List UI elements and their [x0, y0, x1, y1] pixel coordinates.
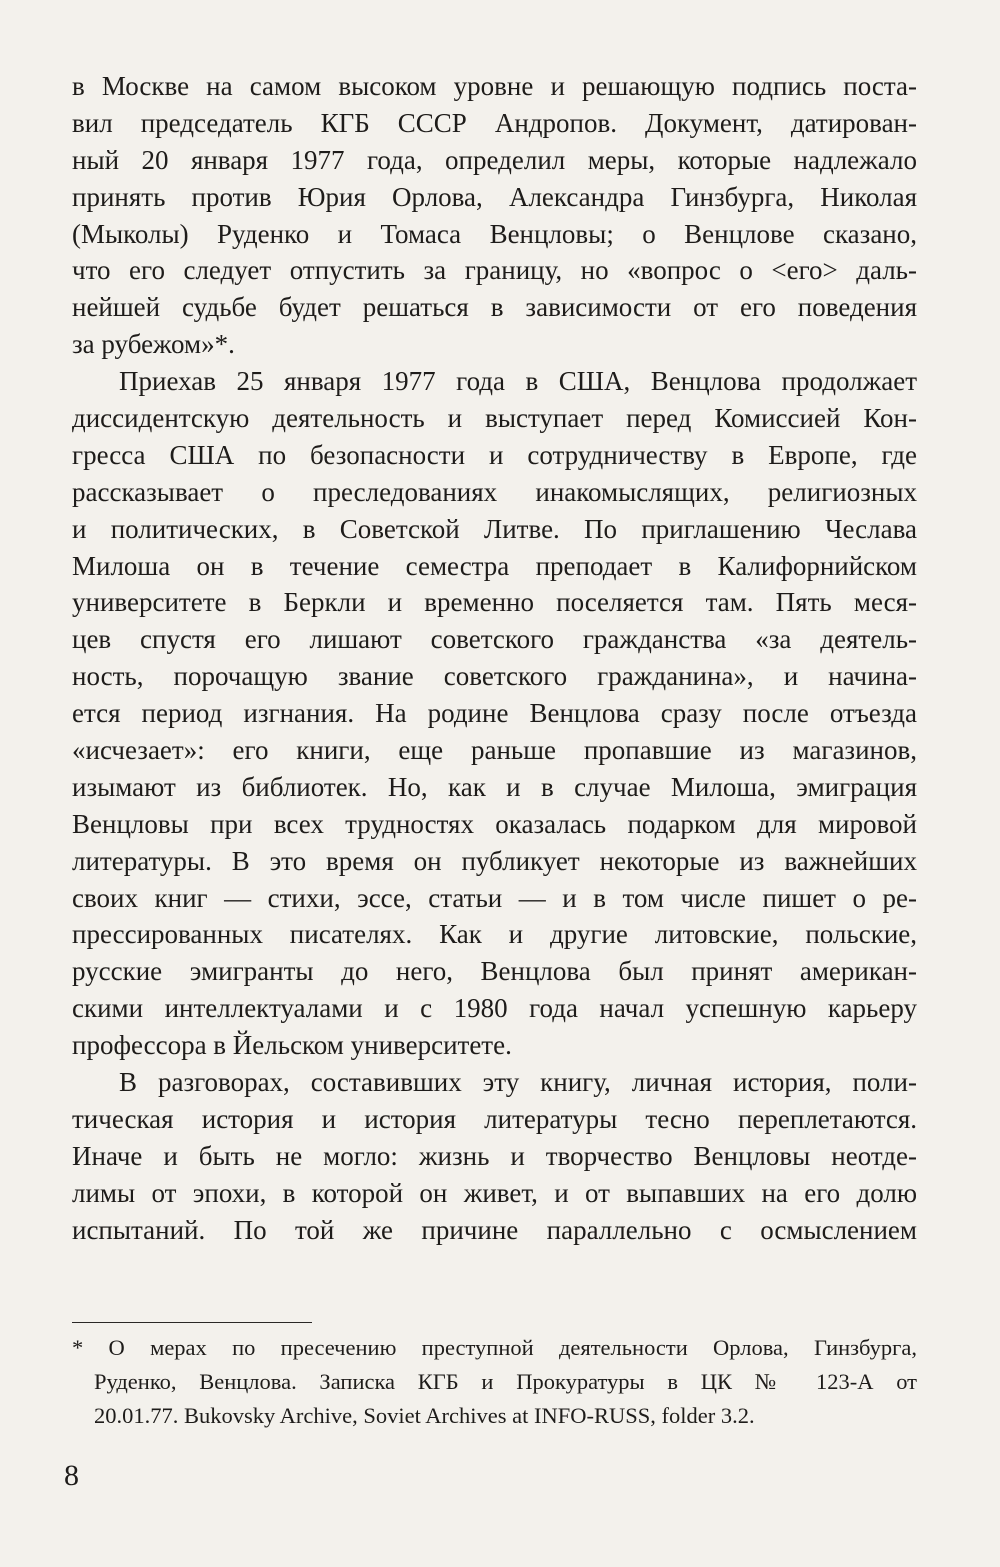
text-line: диссидентскую деятельность и выступает перед Комиссией Кон- — [72, 403, 917, 434]
footnote-line: * О мерах по пресечению преступной деятельности Орлова, Гинзбурга, — [72, 1335, 917, 1360]
text-line: в Москве на самом высоком уровне и решающую подпись поста- — [72, 71, 917, 101]
footnote-divider — [72, 1322, 312, 1323]
text-line: принять против Юрия Орлова, Александра Гинзбурга, Николая — [72, 181, 917, 212]
text-line: тическая история и история литературы тесно переплетаются. — [72, 1103, 917, 1134]
text-line: своих книг — стихи, эссе, статьи — и в том числе пишет о ре- — [72, 882, 917, 913]
text-line: В разговорах, составивших эту книгу, личная история, поли- — [119, 1067, 917, 1098]
text-line: русские эмигранты до него, Венцлова был принят американ- — [72, 956, 917, 987]
text-line: профессора в Йельском университете. — [72, 1030, 512, 1061]
footnote — [72, 1331, 917, 1433]
text-line: рассказывает о преследованиях инакомыслящих, религиозных — [72, 476, 917, 507]
paragraph — [72, 1064, 917, 1248]
footnote-line: 20.01.77. Bukovsky Archive, Soviet Archives at INFO-RUSS, folder 3.2. — [94, 1403, 755, 1428]
text-line: Приехав 25 января 1977 года в США, Венцлова продолжает — [119, 366, 917, 397]
paragraph — [72, 363, 917, 1064]
text-line: изымают из библиотек. Но, как и в случае Милоша, эмиграция — [72, 771, 917, 802]
text-line: (Мыколы) Руденко и Томаса Венцловы; о Венцлове сказано, — [72, 218, 917, 249]
text-line: гресса США по безопасности и сотрудничеству в Европе, где — [72, 439, 917, 470]
text-line: ность, порочащую звание советского гражданина», и начина- — [72, 661, 917, 692]
text-line: литературы. В это время он публикует некоторые из важнейших — [72, 845, 917, 876]
paragraph — [72, 68, 917, 363]
text-line: «исчезает»: его книги, еще раньше пропавшие из магазинов, — [72, 735, 917, 766]
main-text — [72, 68, 917, 1249]
footnote-line: Руденко, Венцлова. Записка КГБ и Прокуратуры в ЦК № 123-А от — [94, 1369, 917, 1394]
text-line: ется период изгнания. На родине Венцлова сразу после отъезда — [72, 698, 917, 729]
text-line: Милоша он в течение семестра преподает в Калифорнийском — [72, 550, 917, 581]
text-line: за рубежом»*. — [72, 329, 235, 360]
text-line: что его следует отпустить за границу, но «вопрос о <его> даль- — [72, 255, 917, 286]
text-line: цев спустя его лишают советского гражданства «за деятель- — [72, 624, 917, 655]
text-line: университете в Беркли и временно поселяется там. Пять меся- — [72, 587, 917, 618]
page-number: 8 — [64, 1459, 79, 1492]
text-line: Венцловы при всех трудностях оказалась подарком для мировой — [72, 808, 917, 839]
text-line: скими интеллектуалами и с 1980 года начал успешную карьеру — [72, 993, 917, 1024]
text-line: вил председатель КГБ СССР Андропов. Документ, датирован- — [72, 107, 917, 138]
text-line: нейшей судьбе будет решаться в зависимости от его поведения — [72, 292, 917, 323]
text-line: испытаний. По той же причине параллельно с осмыслением — [72, 1214, 917, 1245]
text-line: Иначе и быть не могло: жизнь и творчество Венцловы неотде- — [72, 1140, 917, 1171]
text-line: прессированных писателях. Как и другие литовские, польские, — [72, 919, 917, 950]
text-line: и политических, в Советской Литве. По приглашению Чеслава — [72, 513, 917, 544]
text-line: ный 20 января 1977 года, определил меры, которые надлежало — [72, 144, 917, 175]
text-line: лимы от эпохи, в которой он живет, и от выпавших на его долю — [72, 1177, 917, 1208]
